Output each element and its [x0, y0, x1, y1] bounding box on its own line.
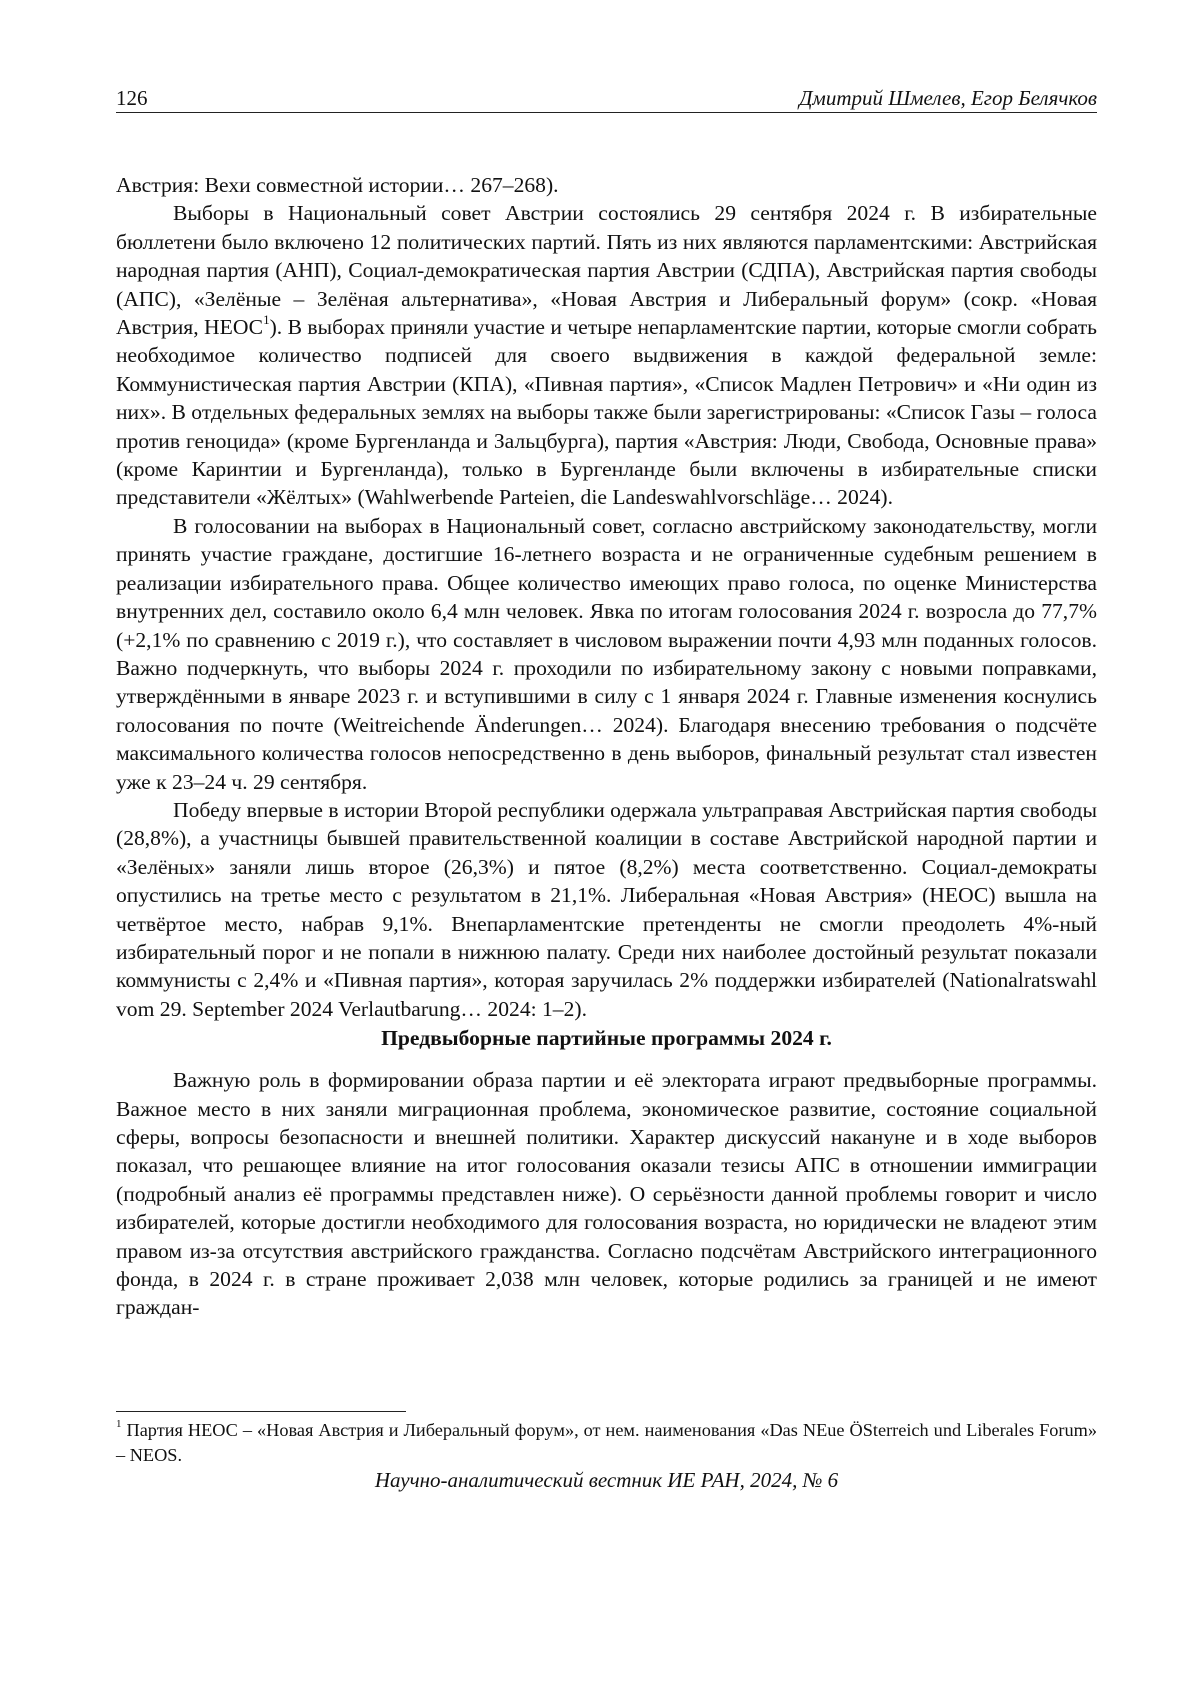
running-header	[116, 84, 1097, 113]
paragraph-elections	[116, 199, 1097, 511]
paragraph-results: Победу впервые в истории Второй республики одержала ультраправая Австрийская партия свободы (28,8%), а участницы бывшей правительственной коалиции в составе Австрийской народной партии и «Зелёных» заняли лишь второе (26,3%) и пятое (8,2%) места соответственно. Социал-демократы опустились на третье место с результатом в 21,1%. Либеральная «Новая Австрия» (НЕОС) вышла на четвёртое место, набрав 9,1%. Внепарламентские претенденты не смогли преодолеть 4%-ный избирательный порог и не попали в нижнюю палату. Среди них наиболее достойный результат показали коммунисты с 2,4% и «Пивная партия», которая заручилась 2% поддержки избирателей (Nationalratswahl vom 29. September 2024 Verlautbarung… 2024: 1–2).	[116, 797, 1097, 1021]
footnote-reference[interactable]: 1	[263, 311, 270, 327]
footnote-text: Партия НЕОС – «Новая Австрия и Либеральный форум», от нем. наименования «Das NEue ÖSterreich und Liberales Forum» – NEOS.	[116, 1420, 1097, 1465]
page-number: 126	[116, 86, 148, 110]
paragraph-text: ). В выборах приняли участие и четыре непарламентские партии, которые смогли собрать необходимое количество подписей для своего выдвижения в каждой федеральной земле: Коммунистическая партия Австрии (КПА), «Пивная партия», «Список Мадлен Петрович» и «Ни один из них». В отдельных федеральных землях на выборы также были зарегистрированы: «Список Газы – голоса против геноцида» (кроме Бургенланда и Зальцбурга), партия «Австрия: Люди, Свобода, Основные права» (кроме Каринтии и Бургенланда), только в Бургенланде были включены в избирательные списки представители «Жёлтых» (Wahlwerbende Parteien, die Landeswahlvorschläge… 2024).	[116, 315, 1097, 510]
footnote-divider	[116, 1411, 406, 1412]
footnote-number: 1	[116, 1417, 122, 1430]
section-heading: Предвыборные партийные программы 2024 г.	[381, 1026, 832, 1051]
paragraph-text: Выборы в Национальный совет Австрии состоялись 29 сентября 2024 г. В избирательные бюллетени было включено 12 политических партий. Пять из них являются парламентскими: Австрийская народная партия (АНП), Социал-демократическая партия Австрии (СДПА), Австрийская партия свободы (АПС), «Зелёные – Зелёная альтернатива», «Новая Австрия и Либеральный форум» (сокр. «Новая Австрия, НЕОС	[116, 201, 1097, 340]
running-head-authors: Дмитрий Шмелев, Егор Белячков	[799, 86, 1097, 110]
article-body	[116, 171, 1097, 1322]
footnote	[116, 1418, 1097, 1468]
paragraph-voting: В голосовании на выборах в Национальный совет, согласно австрийскому законодательству, могли принять участие граждане, достигшие 16-летнего возраста и не ограниченные судебным решением в реализации избирательного права. Общее количество имеющих право голоса, по оценке Министерства внутренних дел, составило около 6,4 млн человек. Явка по итогам голосования 2024 г. возросла до 77,7% (+2,1% по сравнению с 2019 г.), что составляет в числовом выражении почти 4,93 млн поданных голосов. Важно подчеркнуть, что выборы 2024 г. проходили по избирательному закону с новыми поправками, утверждёнными в январе 2023 г. и вступившими в силу с 1 января 2024 г. Главные изменения коснулись голосования по почте (Weitreichende Änderungen… 2024). Благодаря внесению требования о подсчёте максимального количества голосов непосредственно в день выборов, финальный результат стал известен уже к 23–24 ч. 29 сентября.	[116, 513, 1097, 794]
journal-footer: Научно-аналитический вестник ИЕ РАН, 2024, № 6	[374, 1468, 839, 1492]
paragraph-programs: Важную роль в формировании образа партии и её электората играют предвыборные программы. Важное место в них заняли миграционная проблема, экономическое развитие, состояние социальной сферы, вопросы безопасности и внешней политики. Характер дискуссий накануне и в ходе выборов показал, что решающее влияние на итог голосования оказали тезисы АПС в отношении иммиграции (подробный анализ её программы представлен ниже). О серьёзности данной проблемы говорит и число избирателей, которые достигли необходимого для голосования возраста, но юридически не владеют этим правом из-за отсутствия австрийского гражданства. Согласно подсчётам Австрийского интеграционного фонда, в 2024 г. в стране проживает 2,038 млн человек, которые родились за границей и не имеют граждан-	[116, 1068, 1097, 1320]
paragraph-continuation: Австрия: Вехи совместной истории… 267–268).	[116, 173, 559, 197]
